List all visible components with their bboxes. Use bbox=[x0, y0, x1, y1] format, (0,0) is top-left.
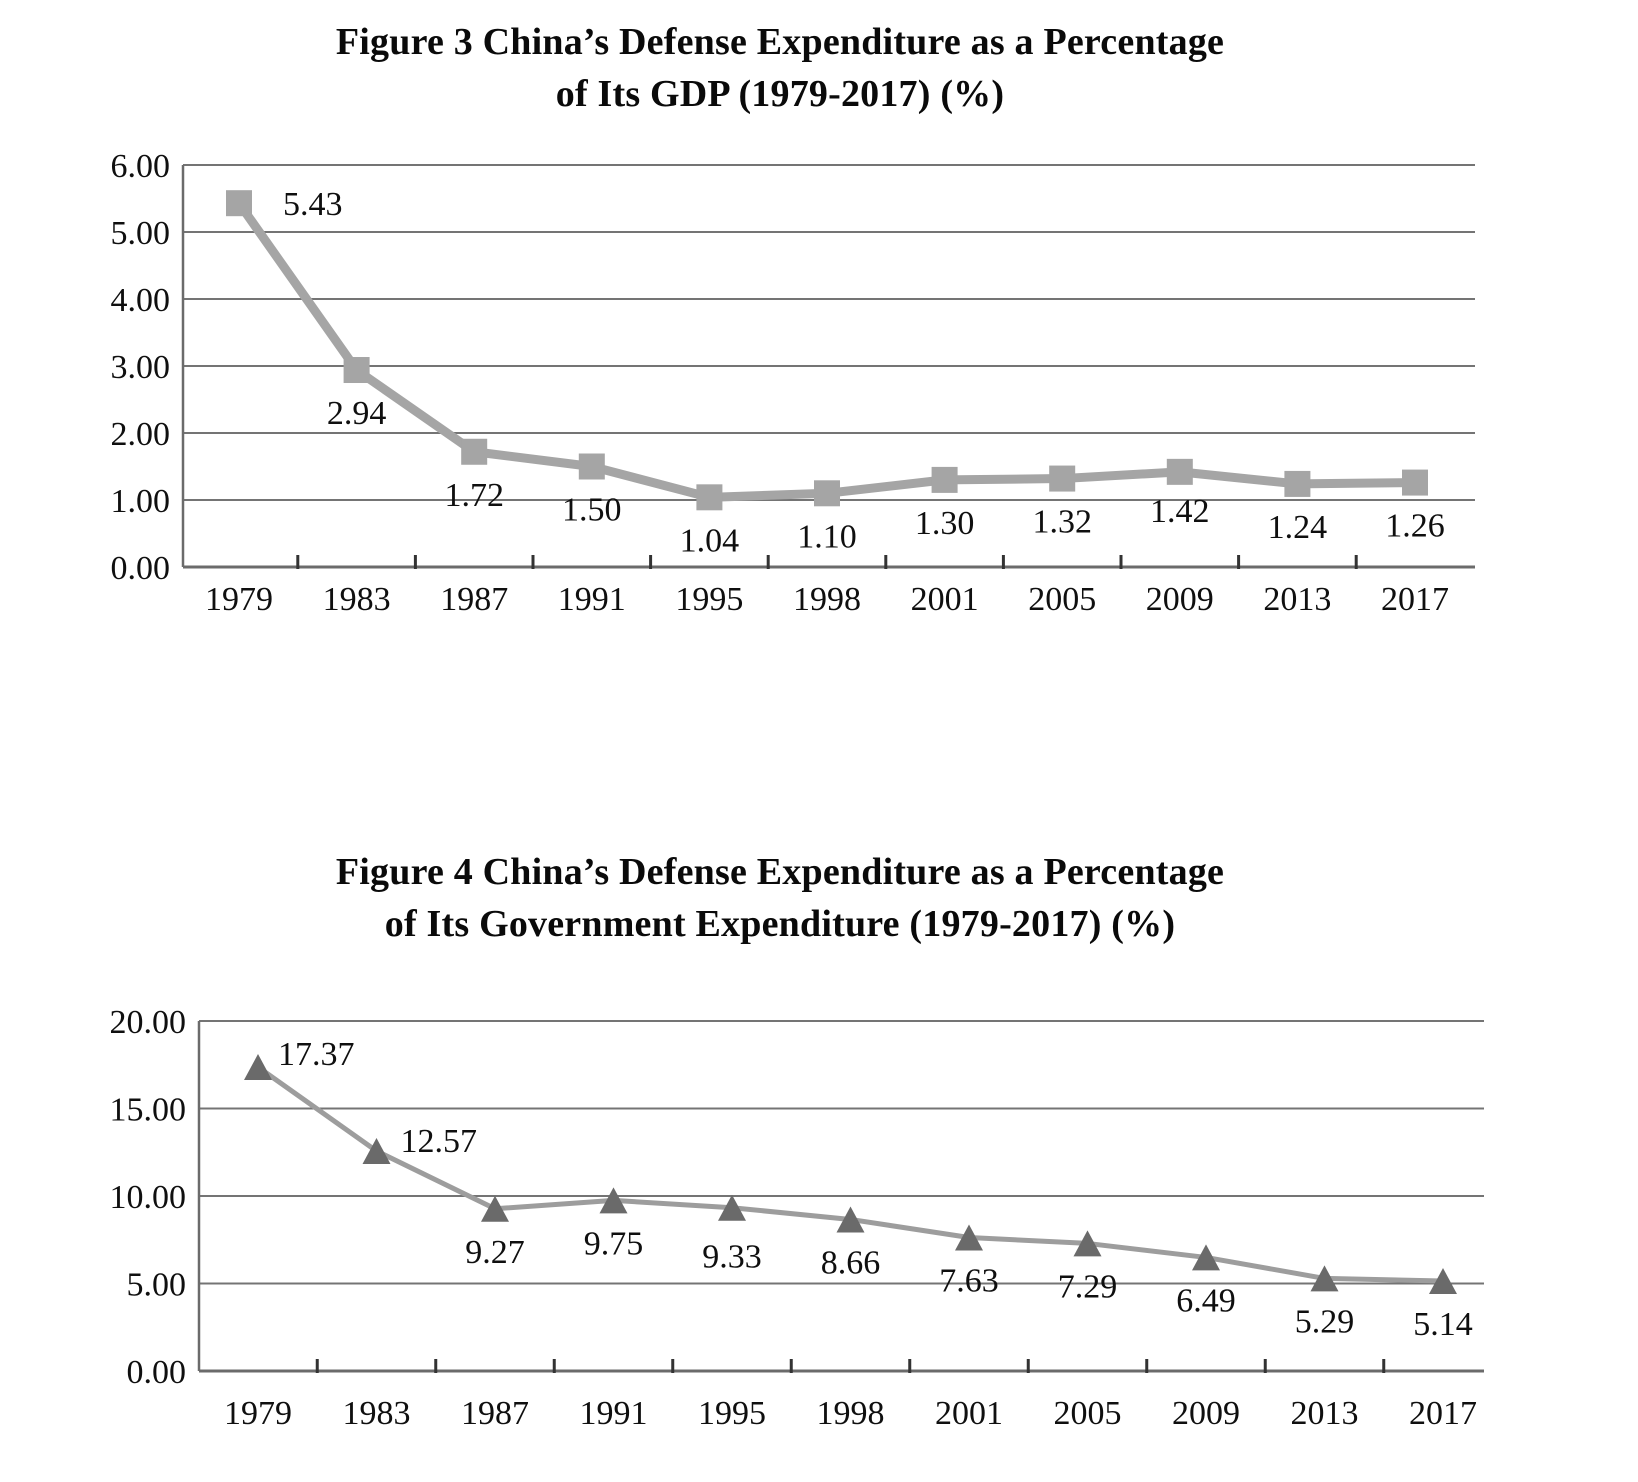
data-marker-square bbox=[932, 467, 958, 493]
data-marker-square bbox=[1284, 471, 1310, 497]
y-tick-label: 10.00 bbox=[109, 1179, 186, 1216]
x-tick-label: 1995 bbox=[698, 1395, 766, 1432]
y-tick-label: 6.00 bbox=[110, 148, 170, 185]
y-tick-label: 20.00 bbox=[109, 1004, 186, 1041]
data-label: 17.37 bbox=[278, 1036, 355, 1074]
x-tick-label: 2005 bbox=[1053, 1395, 1122, 1432]
x-tick-label: 2017 bbox=[1409, 1395, 1477, 1432]
data-label: 9.27 bbox=[465, 1233, 525, 1271]
x-tick-label: 2001 bbox=[935, 1395, 1003, 1432]
data-label: 1.42 bbox=[1150, 492, 1210, 530]
x-tick-label: 1983 bbox=[322, 581, 391, 618]
x-tick-label: 1987 bbox=[440, 581, 509, 618]
y-tick-label: 4.00 bbox=[110, 282, 170, 319]
y-tick-label: 5.00 bbox=[110, 215, 170, 252]
data-label: 7.29 bbox=[1057, 1268, 1118, 1306]
y-tick-label: 0.00 bbox=[126, 1354, 186, 1391]
x-tick-label: 2013 bbox=[1263, 581, 1332, 618]
x-tick-label: 1998 bbox=[816, 1395, 885, 1432]
data-label: 1.04 bbox=[679, 522, 740, 560]
data-label: 7.63 bbox=[939, 1262, 999, 1300]
figure-4-title-line-2: of Its Government Expenditure (1979-2017) (%) bbox=[384, 903, 1176, 945]
x-tick-label: 1998 bbox=[793, 581, 861, 618]
data-marker-square bbox=[696, 484, 722, 510]
data-marker-square bbox=[1167, 459, 1193, 485]
data-label: 1.24 bbox=[1267, 508, 1328, 546]
data-marker-square bbox=[1049, 466, 1075, 492]
data-label: 5.14 bbox=[1413, 1306, 1473, 1344]
data-label: 12.57 bbox=[400, 1123, 477, 1161]
x-tick-label: 2001 bbox=[910, 581, 979, 618]
data-marker-square bbox=[461, 439, 487, 465]
x-tick-label: 1983 bbox=[342, 1395, 411, 1432]
x-tick-label: 2009 bbox=[1172, 1395, 1240, 1432]
figure-3-title-line-1: Figure 3 China’s Defense Expenditure as a Percentage bbox=[335, 21, 1225, 63]
series-line bbox=[239, 203, 1415, 497]
x-tick-label: 2005 bbox=[1028, 581, 1097, 618]
data-label: 1.10 bbox=[797, 518, 857, 556]
data-marker-square bbox=[226, 190, 252, 216]
data-label: 8.66 bbox=[820, 1244, 881, 1282]
y-tick-label: 1.00 bbox=[110, 483, 170, 520]
data-marker-square bbox=[579, 454, 605, 480]
x-tick-label: 1991 bbox=[557, 581, 626, 618]
data-label: 5.43 bbox=[283, 186, 343, 224]
y-tick-label: 5.00 bbox=[126, 1266, 186, 1304]
data-marker-triangle bbox=[244, 1054, 272, 1080]
x-tick-label: 1987 bbox=[461, 1395, 529, 1432]
x-tick-label: 2013 bbox=[1290, 1395, 1359, 1432]
data-label: 1.72 bbox=[444, 476, 504, 514]
x-tick-label: 1979 bbox=[205, 581, 273, 618]
figure-4-plot bbox=[110, 1004, 1485, 1432]
data-label: 5.29 bbox=[1294, 1303, 1355, 1341]
data-label: 1.50 bbox=[562, 491, 622, 529]
data-label: 9.75 bbox=[583, 1225, 644, 1263]
y-tick-label: 3.00 bbox=[110, 349, 170, 386]
y-tick-label: 15.00 bbox=[109, 1091, 186, 1129]
data-label: 2.94 bbox=[326, 395, 387, 433]
x-tick-label: 2009 bbox=[1145, 581, 1214, 618]
data-marker-square bbox=[1402, 470, 1428, 496]
y-tick-label: 0.00 bbox=[110, 550, 170, 587]
x-tick-label: 1991 bbox=[579, 1395, 648, 1432]
data-marker-square bbox=[814, 480, 840, 506]
figure-3-title-line-2: of Its GDP (1979-2017) (%) bbox=[555, 73, 1005, 115]
data-label: 1.26 bbox=[1385, 507, 1445, 545]
figure-4-title-line-1: Figure 4 China’s Defense Expenditure as a Percentage bbox=[335, 851, 1225, 893]
x-tick-label: 1995 bbox=[675, 581, 744, 618]
x-tick-label: 1979 bbox=[224, 1395, 292, 1432]
x-tick-label: 2017 bbox=[1381, 581, 1449, 618]
y-tick-label: 2.00 bbox=[110, 416, 170, 453]
data-label: 1.32 bbox=[1032, 503, 1092, 541]
data-label: 9.33 bbox=[702, 1238, 762, 1276]
figure-3-plot bbox=[111, 148, 1476, 618]
data-marker-square bbox=[344, 357, 370, 383]
data-label: 6.49 bbox=[1176, 1282, 1236, 1320]
data-label: 1.30 bbox=[914, 504, 975, 542]
